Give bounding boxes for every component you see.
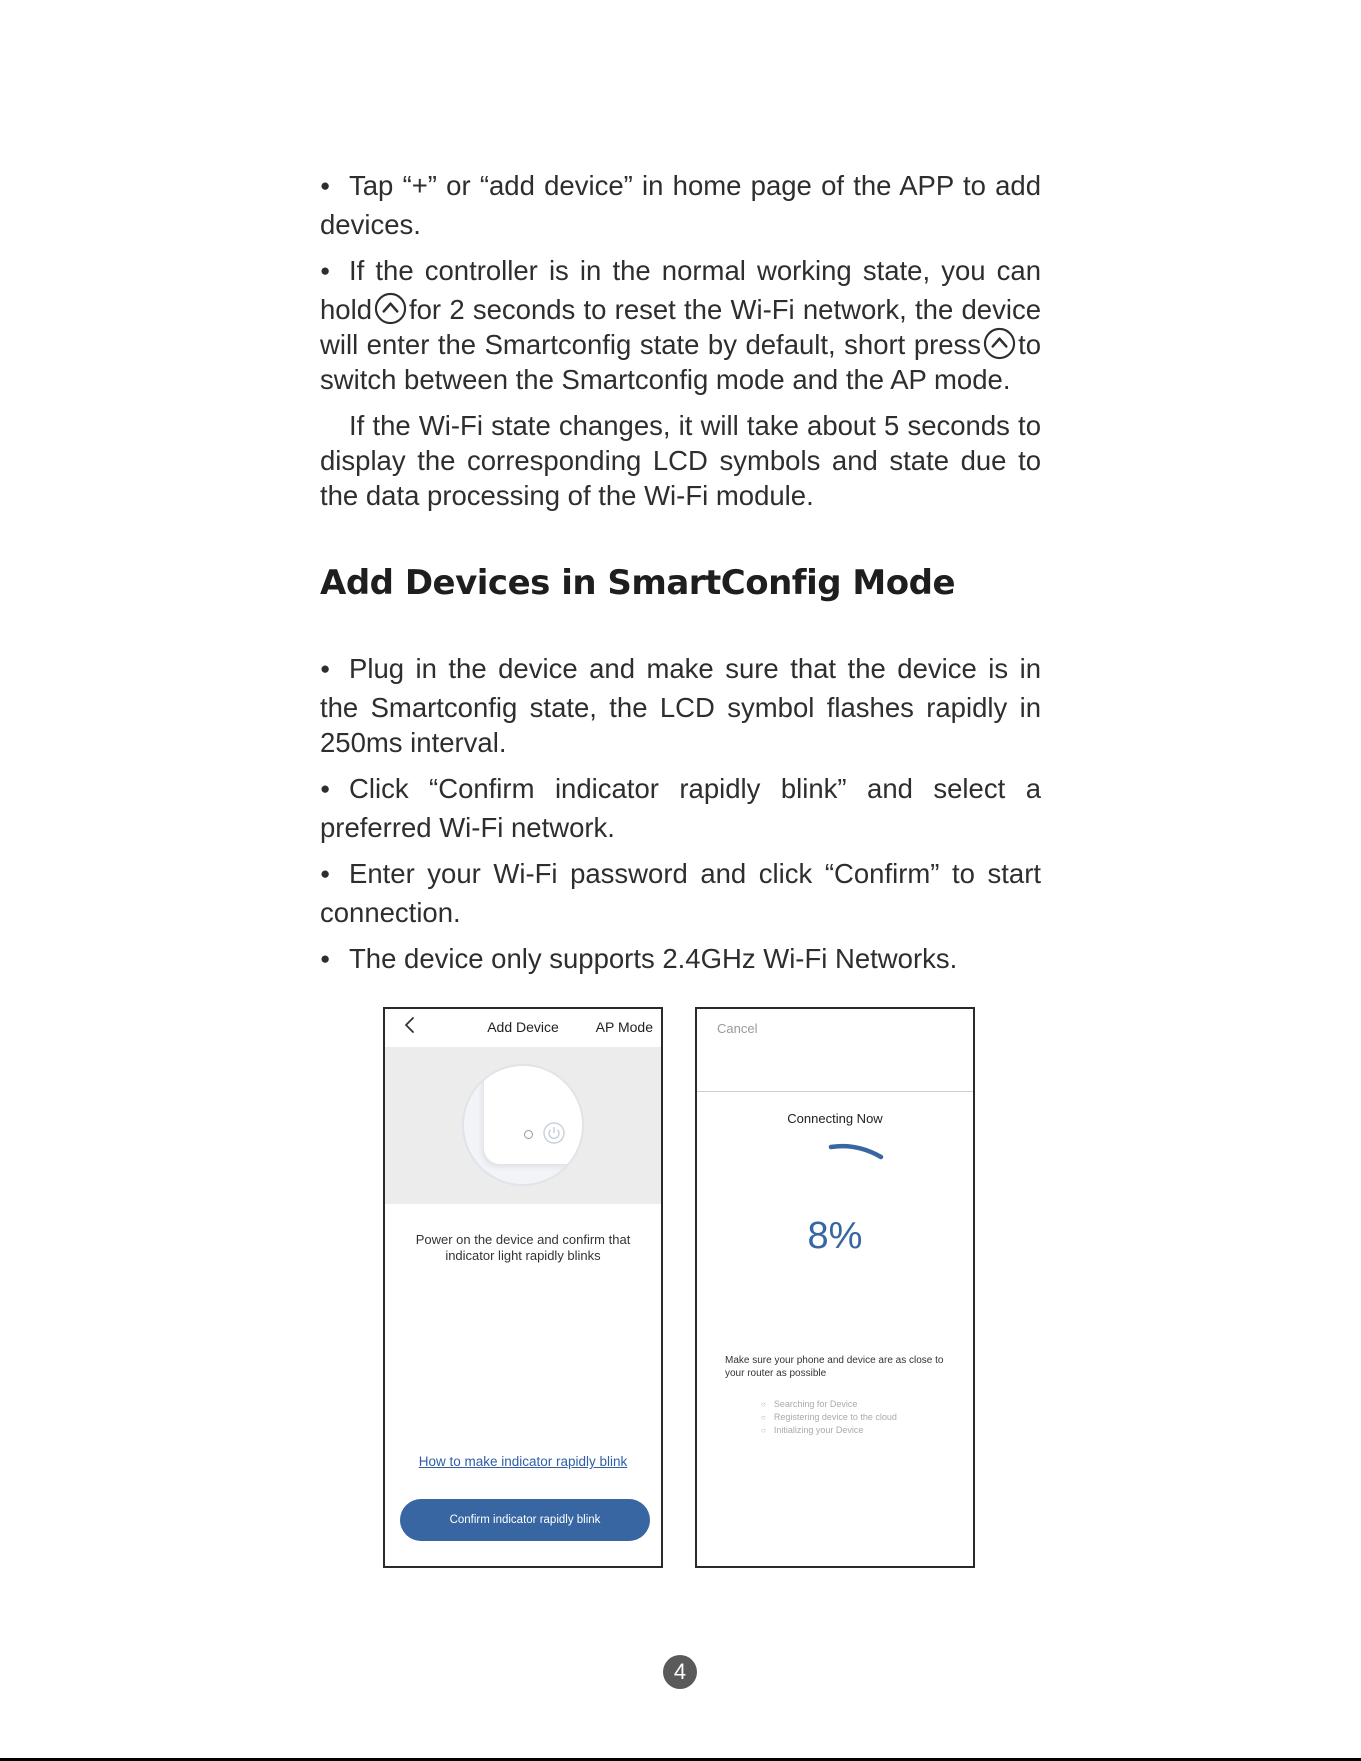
wifi-state-note: If the Wi-Fi state changes, it will take about 5 seconds to display the corresponding LCD symbols and state due to the data processing of the Wi-Fi module. xyxy=(320,410,1041,511)
manual-content xyxy=(320,168,1041,991)
bullet-dot-icon xyxy=(320,856,349,895)
section-heading: Add Devices in SmartConfig Mode xyxy=(320,563,956,603)
cancel-button[interactable]: Cancel xyxy=(717,1021,758,1036)
proximity-note: Make sure your phone and device are as close to your router as possible xyxy=(725,1355,944,1379)
step-item: ○ Searching for Device xyxy=(761,1398,897,1411)
bullet-click-confirm: ●Click “Confirm indicator rapidly blink” and select a preferred Wi-Fi network. xyxy=(320,771,1041,845)
bullet-add-device: ●Tap “+” or “add device” in home page of the APP to add devices. xyxy=(320,168,1041,242)
progress-percent: 8% xyxy=(807,1215,863,1257)
up-arrow-circle-icon xyxy=(983,327,1016,360)
how-to-blink-link[interactable]: How to make indicator rapidly blink xyxy=(418,1454,628,1469)
page-number: 4 xyxy=(663,1655,697,1689)
bullet-dot-icon xyxy=(320,941,349,980)
screen-title: Add Device xyxy=(487,1019,559,1035)
bullet-dot-icon xyxy=(320,253,349,292)
bullet-plug-in: ●Plug in the device and make sure that the device is in the Smartconfig state, the LCD symbol flashes rapidly in 250ms interval. xyxy=(320,651,1041,760)
up-arrow-circle-icon xyxy=(374,292,407,325)
instruction-text: Power on the device and confirm that indicator light rapidly blinks xyxy=(415,1232,631,1263)
connecting-title: Connecting Now xyxy=(787,1111,883,1126)
top-bar xyxy=(385,1009,661,1047)
power-icon xyxy=(542,1121,566,1145)
loading-spinner-icon xyxy=(827,1141,887,1163)
divider xyxy=(697,1091,973,1092)
ap-mode-link[interactable]: AP Mode xyxy=(595,1019,653,1035)
add-device-screen xyxy=(383,1007,663,1568)
bullet-dot-icon xyxy=(320,168,349,207)
bullet-dot-icon xyxy=(320,651,349,690)
step-item: ○ Registering device to the cloud xyxy=(761,1411,897,1424)
confirm-blink-button[interactable]: Confirm indicator rapidly blink xyxy=(400,1499,650,1541)
bullet-reset-wifi: ●If the controller is in the normal working state, you can hold for 2 seconds to reset the Wi-Fi network, the device will enter the Smartconfig state by default, short press to switch between the Smartconfig mode and the AP mode. xyxy=(320,253,1041,397)
bullet-enter-password: ●Enter your Wi-Fi password and click “Confirm” to start connection. xyxy=(320,856,1041,930)
bullet-24ghz: ●The device only supports 2.4GHz Wi-Fi Networks. xyxy=(320,941,1041,980)
device-image xyxy=(462,1064,584,1186)
bullet-dot-icon xyxy=(320,771,349,810)
device-illustration xyxy=(385,1047,661,1204)
indicator-led-icon xyxy=(524,1130,533,1139)
connection-steps xyxy=(761,1398,897,1437)
connecting-screen xyxy=(695,1007,975,1568)
step-item: ○ Initializing your Device xyxy=(761,1424,897,1437)
